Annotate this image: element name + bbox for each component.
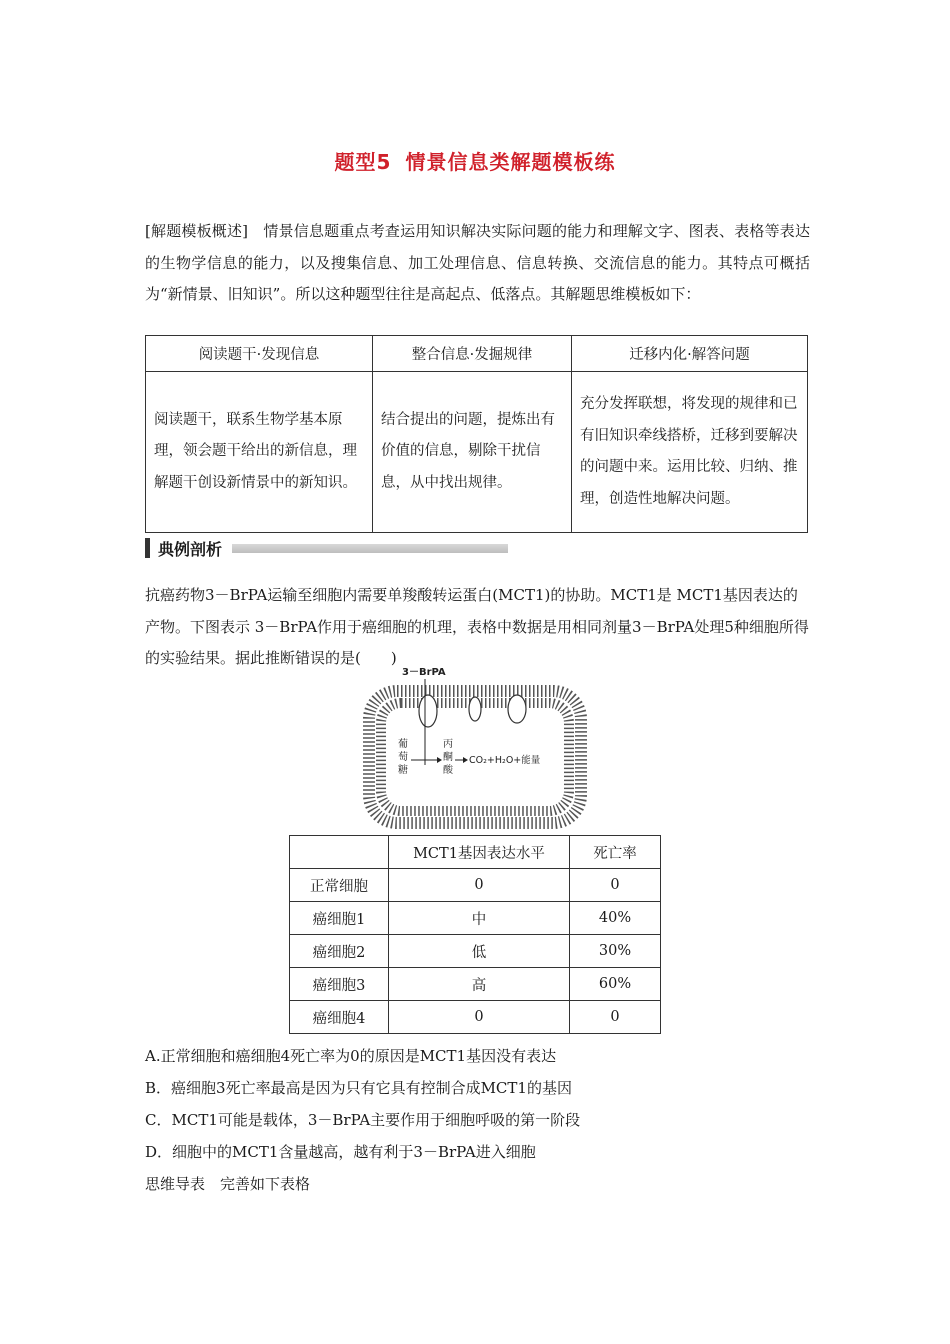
table-cell: 癌细胞3: [290, 968, 389, 1001]
title-number: 题型5: [334, 150, 392, 174]
option-a: A.正常细胞和癌细胞4死亡率为0的原因是MCT1基因没有表达: [145, 1047, 557, 1065]
table-header: MCT1基因表达水平: [389, 836, 570, 869]
template-cell: 结合提出的问题，提炼出有价值的信息，剔除干扰信息，从中找出规律。: [373, 372, 572, 533]
template-header: 阅读题干·发现信息: [146, 336, 373, 372]
transporter-protein: [419, 695, 437, 727]
section-heading: [145, 537, 508, 559]
glucose-label: 糖: [398, 765, 408, 776]
template-table: [145, 335, 808, 533]
table-row: [290, 836, 661, 869]
products-label: CO₂+H₂O+能量: [469, 755, 541, 766]
table-cell: 正常细胞: [290, 869, 389, 902]
table-cell: 40%: [570, 902, 661, 935]
pyruvate-label: 酮: [443, 752, 453, 763]
table-cell: 低: [389, 935, 570, 968]
section-title: 典例剖析: [158, 539, 223, 559]
template-cell: 阅读题干，联系生物学基本原理，领会题干给出的新信息，理解题干创设新情景中的新知识。: [146, 372, 373, 533]
section-bar: [145, 538, 150, 558]
mechanism-figure: [355, 665, 595, 830]
title-text: 情景信息类解题模板练: [405, 150, 616, 174]
data-table: [289, 835, 661, 1034]
table-cell: 0: [389, 869, 570, 902]
membrane-protein: [469, 697, 481, 721]
intro-paragraph: [解题模板概述] 情景信息题重点考查运用知识解决实际问题的能力和理解文字、图表、表格等表达的生物学信息的能力，以及搜集信息、加工处理信息、信息转换、交流信息的能力。其特点可概括为“新情景、旧知识”。所以这种题型往往是高起点、低落点。其解题思维模板如下：: [145, 222, 810, 303]
glucose-label: 葡: [398, 739, 408, 750]
template-header: 整合信息·发掘规律: [373, 336, 572, 372]
page-title: [0, 146, 950, 175]
section-rule: [232, 544, 508, 553]
table-cell: 0: [570, 869, 661, 902]
table-cell: 30%: [570, 935, 661, 968]
footer-note: 思维导表 完善如下表格: [145, 1175, 311, 1193]
table-row: [290, 968, 661, 1001]
template-cell: 充分发挥联想，将发现的规律和已有旧知识牵线搭桥，迁移到要解决的问题中来。运用比较、归纳、推理，创造性地解决问题。: [572, 372, 808, 533]
table-header: 死亡率: [570, 836, 661, 869]
table-row: [290, 935, 661, 968]
table-cell: 癌细胞2: [290, 935, 389, 968]
table-cell: 中: [389, 902, 570, 935]
option-c: C．MCT1可能是载体，3－BrPA主要作用于细胞呼吸的第一阶段: [145, 1111, 581, 1129]
glucose-label: 萄: [398, 752, 408, 763]
option-d: D．细胞中的MCT1含量越高，越有利于3－BrPA进入细胞: [145, 1143, 536, 1161]
table-cell: 癌细胞1: [290, 902, 389, 935]
table-row: [290, 869, 661, 902]
table-cell: 癌细胞4: [290, 1001, 389, 1034]
question-stem: 抗癌药物3－BrPA运输至细胞内需要单羧酸转运蛋白(MCT1)的协助。MCT1是 MCT1基因表达的产物。下图表示 3－BrPA作用于癌细胞的机理，表格中数据是用相同剂量3－BrPA处理5种细胞所得的实验结果。据此推断错误的是( ): [145, 586, 809, 667]
table-cell: 60%: [570, 968, 661, 1001]
template-header: 迁移内化·解答问题: [572, 336, 808, 372]
pyruvate-label: 丙: [443, 739, 453, 750]
table-cell: 高: [389, 968, 570, 1001]
table-cell: 0: [389, 1001, 570, 1034]
drug-label: 3－BrPA: [402, 667, 446, 678]
option-b: B．癌细胞3死亡率最高是因为只有它具有控制合成MCT1的基因: [145, 1079, 572, 1097]
membrane-protein: [508, 695, 526, 723]
table-cell: 0: [570, 1001, 661, 1034]
table-row: [290, 902, 661, 935]
table-cell: [290, 836, 389, 869]
table-row: [290, 1001, 661, 1034]
pyruvate-label: 酸: [443, 765, 453, 776]
